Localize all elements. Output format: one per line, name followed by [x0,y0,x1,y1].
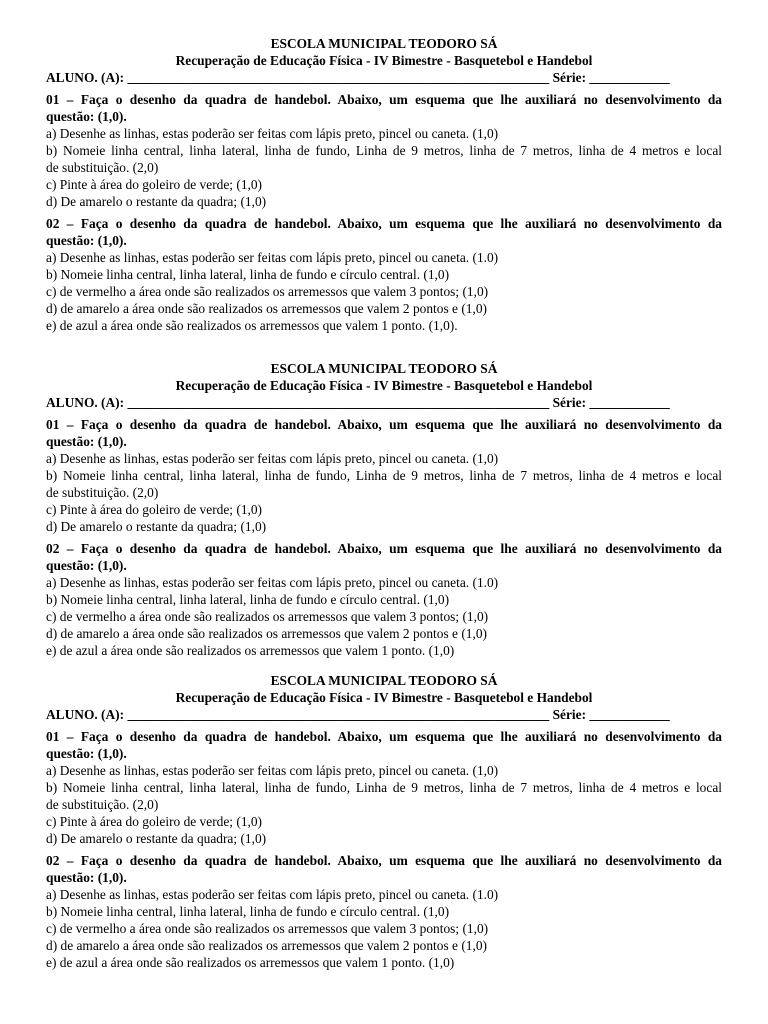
q2-item-b: b) Nomeie linha central, linha lateral, linha de fundo e círculo central. (1,0) [46,904,450,919]
school-title: ESCOLA MUNICIPAL TEODORO SÁ [270,361,498,376]
q1-item-d: d) De amarelo o restante da quadra; (1,0) [46,194,267,209]
q2-item-e: e) de azul a área onde são realizados os arremessos que valem 1 ponto. (1,0) [46,643,455,658]
question-1-line1: 01 – Faça o desenho da quadra de handebol. Abaixo, um esquema que lhe auxiliará no desenvolvimento da [46,417,722,432]
q2-item-e: e) de azul a área onde são realizados os arremessos que valem 1 ponto. (1,0). [46,318,458,333]
subtitle: Recuperação de Educação Física - IV Bimestre - Basquetebol e Handebol [175,690,593,705]
school-title: ESCOLA MUNICIPAL TEODORO SÁ [270,36,498,51]
q2-item-d: d) de amarelo a área onde são realizados os arremessos que valem 2 pontos e (1,0) [46,301,487,316]
q1-item-a: a) Desenhe as linhas, estas poderão ser feitas com lápis preto, pincel ou caneta. (1,0) [46,126,499,141]
q1-item-b-line1: b) Nomeie linha central, linha lateral, linha de fundo, Linha de 9 metros, linha de 7 metros, linha de 4 metros e local [46,780,722,795]
question-2-line1: 02 – Faça o desenho da quadra de handebol. Abaixo, um esquema que lhe auxiliará no desenvolvimento da [46,216,722,231]
question-2-line1: 02 – Faça o desenho da quadra de handebol. Abaixo, um esquema que lhe auxiliará no desenvolvimento da [46,853,722,868]
question-2-line2: questão: (1,0). [46,870,127,885]
question-2-line2: questão: (1,0). [46,558,127,573]
question-1-line1: 01 – Faça o desenho da quadra de handebol. Abaixo, um esquema que lhe auxiliará no desenvolvimento da [46,729,722,744]
q1-item-b-line2: de substituição. (2,0) [46,797,159,812]
q1-item-c: c) Pinte à área do goleiro de verde; (1,0) [46,814,263,829]
q2-item-a: a) Desenhe as linhas, estas poderão ser feitas com lápis preto, pincel ou caneta. (1.0) [46,250,499,265]
question-1-line2: questão: (1,0). [46,109,127,124]
q1-item-a: a) Desenhe as linhas, estas poderão ser feitas com lápis preto, pincel ou caneta. (1,0) [46,451,499,466]
q2-item-c: c) de vermelho a área onde são realizados os arremessos que valem 3 pontos; (1,0) [46,284,489,299]
q2-item-c: c) de vermelho a área onde são realizados os arremessos que valem 3 pontos; (1,0) [46,921,489,936]
q2-item-d: d) de amarelo a área onde são realizados os arremessos que valem 2 pontos e (1,0) [46,626,487,641]
worksheet-copy-2 [46,360,722,659]
q1-item-c: c) Pinte à área do goleiro de verde; (1,0) [46,502,263,517]
q2-item-c: c) de vermelho a área onde são realizados os arremessos que valem 3 pontos; (1,0) [46,609,489,624]
question-1-line2: questão: (1,0). [46,434,127,449]
worksheet-copy-1 [46,35,722,334]
q1-item-d: d) De amarelo o restante da quadra; (1,0) [46,519,267,534]
q2-item-b: b) Nomeie linha central, linha lateral, linha de fundo e círculo central. (1,0) [46,592,450,607]
subtitle: Recuperação de Educação Física - IV Bimestre - Basquetebol e Handebol [175,378,593,393]
q1-item-c: c) Pinte à área do goleiro de verde; (1,0) [46,177,263,192]
question-2-line1: 02 – Faça o desenho da quadra de handebol. Abaixo, um esquema que lhe auxiliará no desenvolvimento da [46,541,722,556]
worksheet-copy-3 [46,672,722,971]
question-2-line2: questão: (1,0). [46,233,127,248]
q2-item-e: e) de azul a área onde são realizados os arremessos que valem 1 ponto. (1,0) [46,955,455,970]
q2-item-a: a) Desenhe as linhas, estas poderão ser feitas com lápis preto, pincel ou caneta. (1.0) [46,575,499,590]
q1-item-b-line2: de substituição. (2,0) [46,160,159,175]
q2-item-d: d) de amarelo a área onde são realizados os arremessos que valem 2 pontos e (1,0) [46,938,487,953]
q1-item-b-line1: b) Nomeie linha central, linha lateral, linha de fundo, Linha de 9 metros, linha de 7 metros, linha de 4 metros e local [46,143,722,158]
student-line: ALUNO. (A): _______________________________________________________________ Série: ____________ [46,70,670,85]
q2-item-b: b) Nomeie linha central, linha lateral, linha de fundo e círculo central. (1,0) [46,267,450,282]
q2-item-a: a) Desenhe as linhas, estas poderão ser feitas com lápis preto, pincel ou caneta. (1.0) [46,887,499,902]
subtitle: Recuperação de Educação Física - IV Bimestre - Basquetebol e Handebol [175,53,593,68]
q1-item-a: a) Desenhe as linhas, estas poderão ser feitas com lápis preto, pincel ou caneta. (1,0) [46,763,499,778]
student-line: ALUNO. (A): _______________________________________________________________ Série: ____________ [46,395,670,410]
q1-item-b-line1: b) Nomeie linha central, linha lateral, linha de fundo, Linha de 9 metros, linha de 7 metros, linha de 4 metros e local [46,468,722,483]
question-1-line1: 01 – Faça o desenho da quadra de handebol. Abaixo, um esquema que lhe auxiliará no desenvolvimento da [46,92,722,107]
student-line: ALUNO. (A): _______________________________________________________________ Série: ____________ [46,707,670,722]
q1-item-b-line2: de substituição. (2,0) [46,485,159,500]
school-title: ESCOLA MUNICIPAL TEODORO SÁ [270,673,498,688]
question-1-line2: questão: (1,0). [46,746,127,761]
q1-item-d: d) De amarelo o restante da quadra; (1,0) [46,831,267,846]
